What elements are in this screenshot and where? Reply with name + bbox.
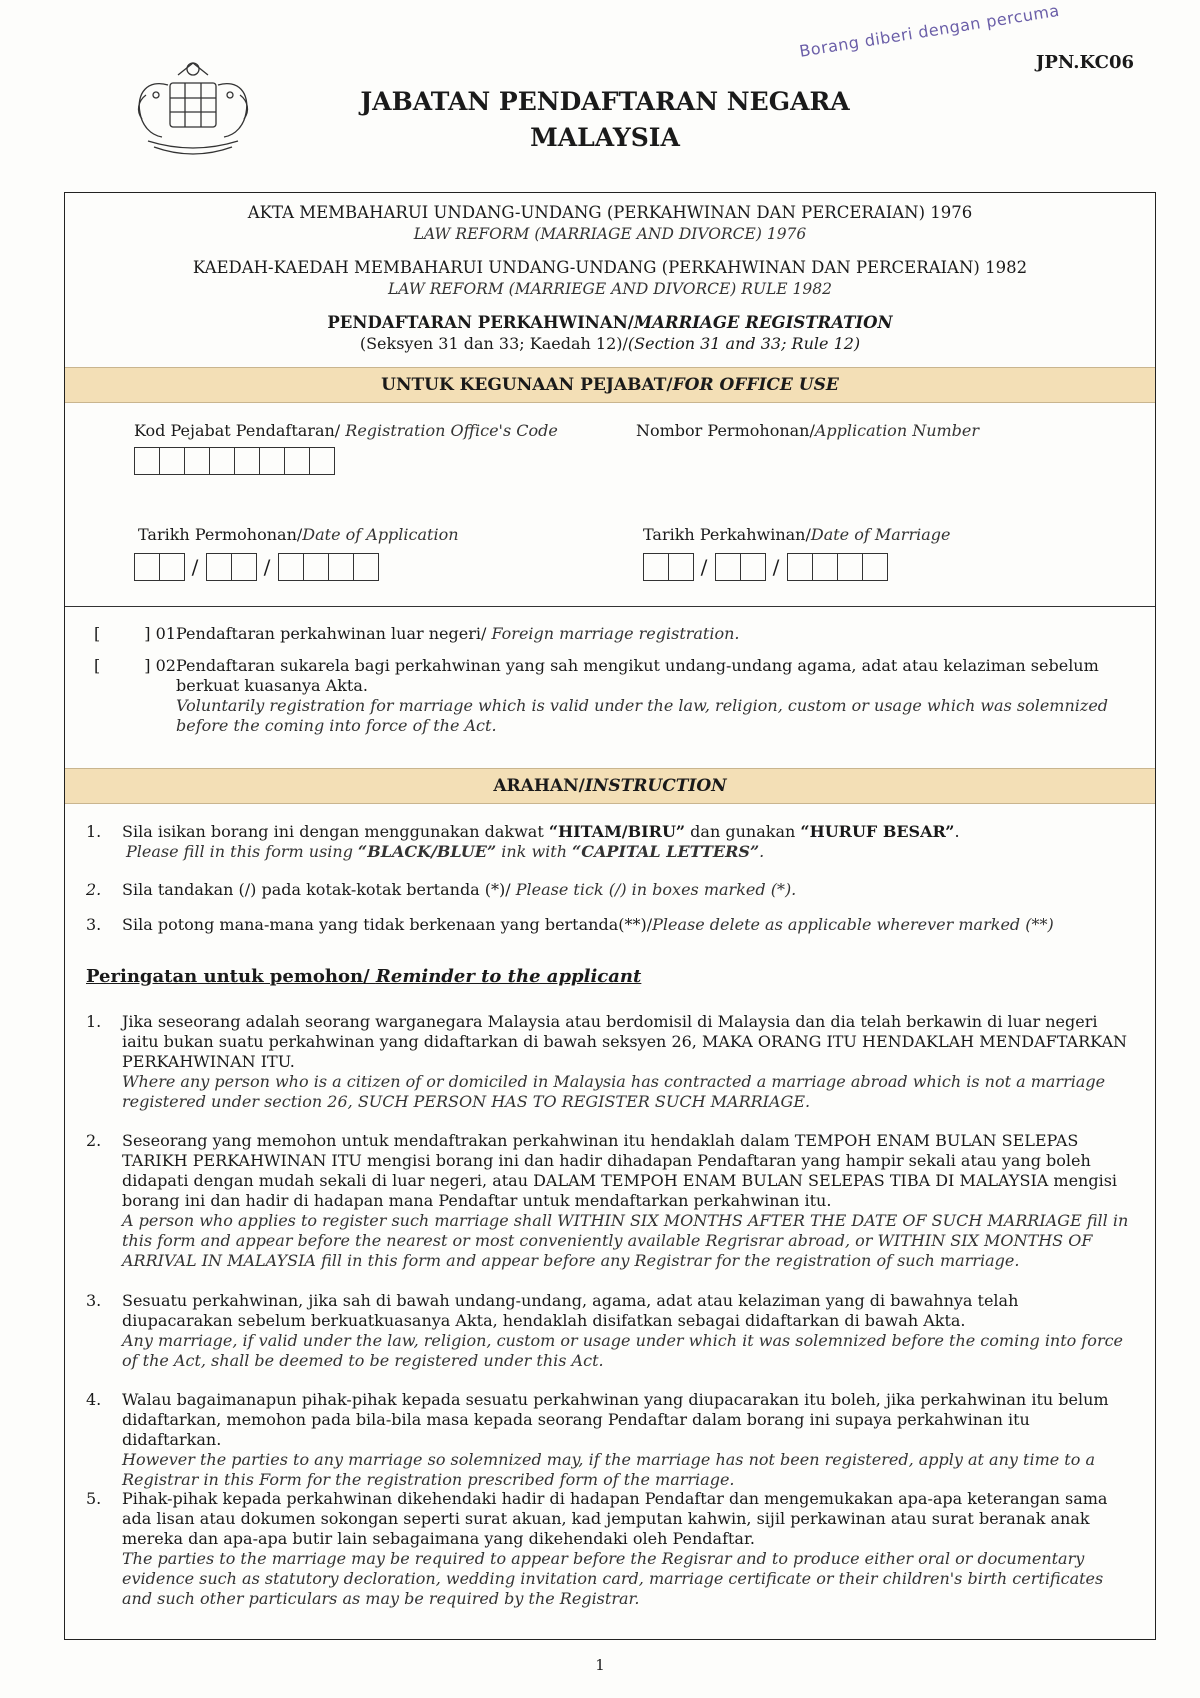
reminder-item-1-en: Where any person who is a citizen of or domiciled in Malaysia has contracted a marriage abroad which is not a marriage registered under section 26, SUCH PERSON HAS TO REGISTER SUCH MARRIAGE.: [122, 1072, 1106, 1111]
instruction-item-3-ms: Sila potong mana-mana yang tidak berkenaan yang bertanda(**)/: [122, 915, 653, 934]
date-separator: /: [700, 555, 708, 579]
rule-title-en: LAW REFORM (MARRIEGE AND DIVORCE) RULE 1982: [388, 280, 832, 298]
option-bracket-open: [: [94, 656, 101, 675]
application-year-box[interactable]: [328, 553, 354, 581]
instruction-number: 2.: [86, 880, 102, 899]
marriage-date-label: [643, 525, 950, 544]
marriage-day-box[interactable]: [643, 553, 669, 581]
marriage-day-box[interactable]: [668, 553, 694, 581]
option-checkbox-01[interactable]: [94, 624, 176, 643]
application-number-label: [636, 421, 979, 440]
act-title-en: LAW REFORM (MARRIAGE AND DIVORCE) 1976: [413, 225, 807, 243]
application-date-boxes: [134, 553, 378, 581]
office-code-label-ms: Kod Pejabat Pendaftaran/: [134, 421, 346, 440]
reminder-item-2: [122, 1131, 1132, 1271]
reminder-number: 5.: [86, 1489, 102, 1508]
application-date-label: [138, 525, 459, 544]
instruction-item-1: [122, 822, 1122, 862]
option-code: 02: [155, 656, 176, 675]
agency-name-line1: JABATAN PENDAFTARAN NEGARA: [360, 87, 850, 116]
option-code: 01: [155, 624, 176, 643]
application-date-label-ms: Tarikh Permohonan/: [138, 525, 303, 544]
application-day-box[interactable]: [134, 553, 160, 581]
reminder-item-5-ms: Pihak-pihak kepada perkahwinan dikehendaki hadir di hadapan Pendaftar dan mengemukakan apa-apa keterangan sama ada lisan atau dokumen sokongan seperti surat akuan, kad jemputan kahwin, sijil perkawinan atau surat beranak anak mereka dan apa-apa butir lain sebagaimana yang dikehendaki oleh Pendaftar.: [122, 1489, 1108, 1548]
office-code-label: [134, 421, 558, 440]
application-day-box[interactable]: [159, 553, 185, 581]
option-text-01: [176, 624, 1136, 644]
application-number-label-ms: Nombor Permohonan/: [636, 421, 815, 440]
application-date-label-en: Date of Application: [302, 525, 459, 544]
reminder-item-3: [122, 1291, 1132, 1371]
marriage-date-boxes: [643, 553, 887, 581]
office-code-box[interactable]: [159, 447, 185, 475]
reminder-item-4-ms: Walau bagaimanapun pihak-pihak kepada sesuatu perkahwinan yang diupacarakan itu boleh, jika perkahwinan itu belum didaftarkan, memohon pada bila-bila masa kepada seorang Pendaftar dalam borang ini supaya perkahwinan itu didaftarkan.: [122, 1390, 1109, 1449]
reminder-number: 3.: [86, 1291, 102, 1310]
reminder-item-5: [122, 1489, 1132, 1609]
marriage-date-label-en: Date of Marriage: [810, 525, 951, 544]
instruction-item-1-en: Please fill in this form using “BLACK/BLUE” ink with “CAPITAL LETTERS”.: [126, 842, 765, 861]
option-bracket-close: ]: [144, 624, 151, 643]
malaysia-coat-of-arms-icon: [118, 55, 268, 165]
section-reference-en: (Section 31 and 33; Rule 12): [627, 334, 861, 353]
marriage-year-box[interactable]: [812, 553, 838, 581]
office-code-box[interactable]: [209, 447, 235, 475]
agency-name: [300, 84, 910, 156]
date-separator: /: [772, 555, 780, 579]
office-code-label-en: Registration Office's Code: [345, 421, 558, 440]
option-text-en: Foreign marriage registration.: [491, 624, 740, 643]
office-code-boxes: [134, 447, 334, 475]
reminder-item-3-en: Any marriage, if valid under the law, religion, custom or usage under which it was solemnized before the coming into force of the Act, shall be deemed to be registered under this Act.: [122, 1331, 1124, 1370]
office-code-box[interactable]: [234, 447, 260, 475]
office-code-box[interactable]: [134, 447, 160, 475]
reminder-item-3-ms: Sesuatu perkahwinan, jika sah di bawah undang-undang, agama, adat atau kelaziman yang di bawahnya telah diupacarakan sebelum berkuatkuasanya Akta, hendaklah disifatkan sebagai didaftarkan di bawah Akta.: [122, 1291, 1019, 1330]
page-number: 1: [595, 1656, 605, 1674]
marriage-year-box[interactable]: [837, 553, 863, 581]
application-year-box[interactable]: [353, 553, 379, 581]
form-code: JPN.KC06: [1035, 52, 1134, 73]
reminder-title-en: Reminder to the applicant: [375, 966, 642, 987]
form-title-ms: PENDAFTARAN PERKAHWINAN/: [327, 313, 634, 332]
option-bracket-close: ]: [144, 656, 151, 675]
application-month-box[interactable]: [231, 553, 257, 581]
marriage-year-box[interactable]: [862, 553, 888, 581]
application-month-box[interactable]: [206, 553, 232, 581]
reminder-title: [86, 966, 641, 987]
office-code-box[interactable]: [284, 447, 310, 475]
section-divider: [65, 606, 1155, 607]
office-code-box[interactable]: [309, 447, 335, 475]
office-use-band: [65, 367, 1155, 403]
option-text-02: [176, 656, 1136, 736]
reminder-item-2-ms: Seseorang yang memohon untuk mendaftrakan perkahwinan itu hendaklah dalam TEMPOH ENAM BULAN SELEPAS TARIKH PERKAHWINAN ITU mengisi borang ini dan hadir dihadapan Pendaftaran yang hampir sekali atau yang boleh didapati dengan mudah sekali di luar negeri, atau DALAM TEMPOH ENAM BULAN SELEPAS TIBA DI MALAYSIA mengisi borang ini dan hadir di hadapan mana Pendaftar untuk mendaftarkan perkahwinan itu.: [122, 1131, 1118, 1210]
option-text-ms: Pendaftaran perkahwinan luar negeri/: [176, 624, 492, 643]
office-use-band-en: FOR OFFICE USE: [672, 375, 839, 395]
marriage-month-box[interactable]: [715, 553, 741, 581]
marriage-date-label-ms: Tarikh Perkahwinan/: [643, 525, 811, 544]
application-year-box[interactable]: [278, 553, 304, 581]
act-title-ms: AKTA MEMBAHARUI UNDANG-UNDANG (PERKAHWINAN DAN PERCERAIAN) 1976: [247, 203, 973, 222]
instruction-band-ms: ARAHAN/: [493, 776, 585, 796]
office-code-box[interactable]: [184, 447, 210, 475]
option-checkbox-02[interactable]: [94, 656, 176, 675]
instruction-number: 3.: [86, 915, 102, 934]
instruction-item-3-en: Please delete as applicable wherever marked (**): [652, 915, 1054, 934]
instruction-band-en: INSTRUCTION: [584, 776, 727, 796]
instruction-band: [65, 768, 1155, 804]
instruction-item-2-ms: Sila tandakan (/) pada kotak-kotak bertanda (*)/: [122, 880, 516, 899]
instruction-item-2-en: Please tick (/) in boxes marked (*).: [515, 880, 797, 899]
option-text-en: Voluntarily registration for marriage which is valid under the law, religion, custom or usage which was solemnized before the coming into force of the Act.: [176, 696, 1109, 735]
marriage-month-box[interactable]: [740, 553, 766, 581]
reminder-number: 1.: [86, 1012, 102, 1031]
application-number-label-en: Application Number: [814, 421, 980, 440]
reminder-item-2-en: A person who applies to register such marriage shall WITHIN SIX MONTHS AFTER THE DATE OF SUCH MARRIAGE fill in this form and appear before the nearest or most conveniently available Regrisrar abroad, or WITHIN SIX MONTHS OF ARRIVAL IN MALAYSIA fill in this form and appear before any Registrar for the registration of such marriage.: [122, 1211, 1129, 1270]
rule-title-ms: KAEDAH-KAEDAH MEMBAHARUI UNDANG-UNDANG (PERKAHWINAN DAN PERCERAIAN) 1982: [192, 258, 1028, 277]
option-text-ms: Pendaftaran sukarela bagi perkahwinan yang sah mengikut undang-undang agama, adat atau kelaziman sebelum berkuat kuasanya Akta.: [176, 656, 1099, 695]
form-title-en: MARRIAGE REGISTRATION: [633, 313, 893, 332]
office-use-band-ms: UNTUK KEGUNAAN PEJABAT/: [381, 375, 673, 395]
instruction-item-2: [122, 880, 1122, 900]
form-title: [64, 313, 1156, 332]
section-reference: [64, 334, 1156, 353]
agency-name-line2: MALAYSIA: [530, 123, 680, 152]
reminder-item-1: [122, 1012, 1132, 1112]
reminder-item-4: [122, 1390, 1132, 1490]
section-reference-ms: (Seksyen 31 dan 33; Kaedah 12)/: [359, 334, 628, 353]
option-bracket-open: [: [94, 624, 101, 643]
marriage-year-box[interactable]: [787, 553, 813, 581]
reminder-title-ms: Peringatan untuk pemohon/: [86, 966, 376, 987]
office-code-box[interactable]: [259, 447, 285, 475]
date-separator: /: [191, 555, 199, 579]
reminder-number: 2.: [86, 1131, 102, 1150]
reminder-item-5-en: The parties to the marriage may be required to appear before the Regisrar and to produce either oral or documentary evidence such as statutory decloration, wedding invitation card, marriage certificate or their children's birth certificates and such other particulars as may be required by the Registrar.: [122, 1549, 1104, 1608]
reminder-item-1-ms: Jika seseorang adalah seorang warganegara Malaysia atau berdomisil di Malaysia dan dia telah berkawin di luar negeri iaitu bukan suatu perkahwinan yang didaftarkan di bawah seksyen 26, MAKA ORANG ITU HENDAKLAH MENDAFTARKAN PERKAHWINAN ITU.: [122, 1012, 1127, 1071]
instruction-item-1-ms: Sila isikan borang ini dengan menggunakan dakwat “HITAM/BIRU” dan gunakan “HURUF BESAR”.: [122, 822, 960, 841]
reminder-item-4-en: However the parties to any marriage so solemnized may, if the marriage has not been registered, apply at any time to a Registrar in this Form for the registration prescribed form of the marriage.: [122, 1450, 1095, 1489]
free-form-stamp: Borang diberi dengan percuma: [798, 0, 1061, 61]
application-year-box[interactable]: [303, 553, 329, 581]
reminder-number: 4.: [86, 1390, 102, 1409]
instruction-item-3: [122, 915, 1122, 935]
date-separator: /: [263, 555, 271, 579]
instruction-number: 1.: [86, 822, 102, 841]
